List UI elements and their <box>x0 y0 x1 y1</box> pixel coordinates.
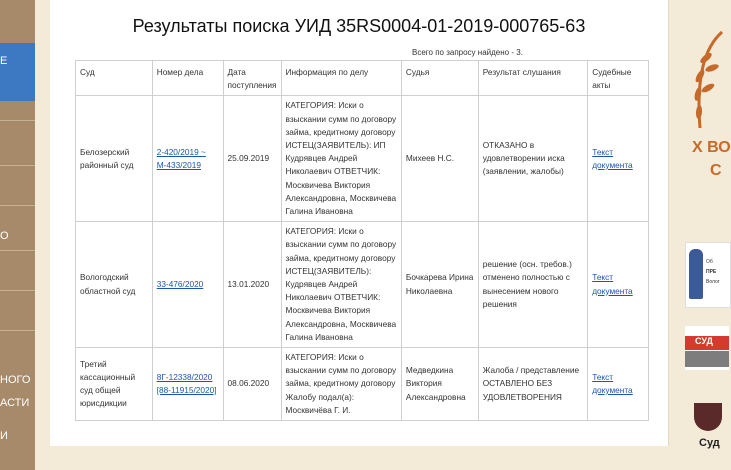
column-header: Номер дела <box>152 61 223 96</box>
case-number-link[interactable]: 8Г-12338/2020 <box>156 371 213 382</box>
table-row <box>76 96 649 222</box>
column-header: Дата поступления <box>223 61 281 96</box>
sidebar-item-label[interactable]: О <box>0 230 9 242</box>
column-header: Судебные акты <box>588 61 649 96</box>
courts-banner[interactable] <box>685 326 729 370</box>
column-header: Результат слушания <box>478 61 588 96</box>
judge-cell: Михеев Н.С. <box>401 96 478 222</box>
sidebar-item-label[interactable]: АСТИ <box>0 397 30 409</box>
judge-cell: Бочкарева Ирина Николаевна <box>401 222 478 348</box>
red-banner-label: СУД <box>685 336 729 350</box>
table-header-row <box>76 61 649 96</box>
anniversary-banner-line: С <box>710 162 722 179</box>
info-cell: КАТЕГОРИЯ: Иски о взыскании сумм по договору займа, кредитному договору ИСТЕЦ(ЗАЯВИТЕЛЬ): Кудрявцев Андрей Николаевич ОТВЕТЧИК: Москвичева Виктория Александровна, Москвичева Галина Ивановна <box>281 222 401 348</box>
page-title: Результаты поиска УИД 35RS0004-01-2019-000765-63 <box>132 16 586 36</box>
divider <box>0 330 35 331</box>
case-number-link[interactable]: [88-11915/2020] <box>156 385 217 396</box>
info-cell: КАТЕГОРИЯ: Иски о взыскании сумм по договору займа, кредитному договору Жалобу подал(а): Москвичёва Г. И. <box>281 348 401 421</box>
info-cell: КАТЕГОРИЯ: Иски о взыскании сумм по договору займа, кредитному договору ИСТЕЦ(ЗАЯВИТЕЛЬ): ИП Кудрявцев Андрей Николаевич ОТВЕТЧИК: Москвичева Виктория Александровна, Москвичева Галина Ивановна <box>281 96 401 222</box>
banner-gray-strip <box>685 351 729 367</box>
sidebar-item-label[interactable]: И <box>0 430 8 442</box>
document-link[interactable]: Текст документа <box>592 371 633 396</box>
result-cell: ОТКАЗАНО в удовлетворении иска (заявлении, жалобы) <box>478 96 588 222</box>
sidebar <box>0 0 35 470</box>
results-table <box>75 60 649 421</box>
results-panel <box>50 0 669 446</box>
date-cell: 13.01.2020 <box>223 222 281 348</box>
court-cell: Третий кассационный суд общей юрисдикции <box>76 348 153 421</box>
divider <box>0 205 35 206</box>
president-banner[interactable] <box>685 242 731 308</box>
bottom-banner-label: Суд <box>699 437 720 449</box>
case-number-cell <box>152 96 223 222</box>
case-number-link[interactable]: 33-476/2020 <box>156 279 204 290</box>
divider <box>0 290 35 291</box>
banner-text: ПРЕ <box>706 269 717 275</box>
acts-cell <box>588 348 649 421</box>
table-row <box>76 222 649 348</box>
document-link[interactable]: Текст документа <box>592 146 633 170</box>
sidebar-item-label: Е <box>0 55 8 67</box>
case-number-link[interactable]: М-433/2019 <box>156 159 201 170</box>
acts-cell <box>588 96 649 222</box>
case-number-link[interactable]: 2-420/2019 ~ <box>156 146 206 157</box>
divider <box>0 250 35 251</box>
total-found: Всего по запросу найдено - 3. <box>412 48 523 57</box>
table-row <box>76 348 649 421</box>
date-cell: 25.09.2019 <box>223 96 281 222</box>
laurel-icon <box>686 28 726 138</box>
court-cell: Белозерский районный суд <box>76 96 153 222</box>
anniversary-banner-title[interactable]: Х ВО <box>692 139 731 156</box>
result-cell: решение (осн. требов.) отменено полностью с вынесением нового решения <box>478 222 588 348</box>
result-cell: Жалоба / представление ОСТАВЛЕНО БЕЗ УДОВЛЕТВОРЕНИЯ <box>478 348 588 421</box>
right-banners <box>672 0 731 470</box>
sidebar-item-label[interactable]: НОГО <box>0 374 31 386</box>
judge-cell: Медведкина Виктория Александровна <box>401 348 478 421</box>
themis-icon <box>689 249 703 299</box>
divider <box>0 165 35 166</box>
case-number-cell <box>152 348 223 421</box>
column-header: Суд <box>76 61 153 96</box>
divider <box>0 120 35 121</box>
document-link[interactable]: Текст документа <box>592 272 633 296</box>
emblem-icon[interactable] <box>694 403 722 431</box>
acts-cell <box>588 222 649 348</box>
date-cell: 08.06.2020 <box>223 348 281 421</box>
case-number-cell <box>152 222 223 348</box>
banner-text: Волог <box>706 279 720 285</box>
column-header: Судья <box>401 61 478 96</box>
sidebar-item-active[interactable] <box>0 43 35 101</box>
court-cell: Вологодский областной суд <box>76 222 153 348</box>
banner-text: Об <box>706 259 713 265</box>
column-header: Информация по делу <box>281 61 401 96</box>
